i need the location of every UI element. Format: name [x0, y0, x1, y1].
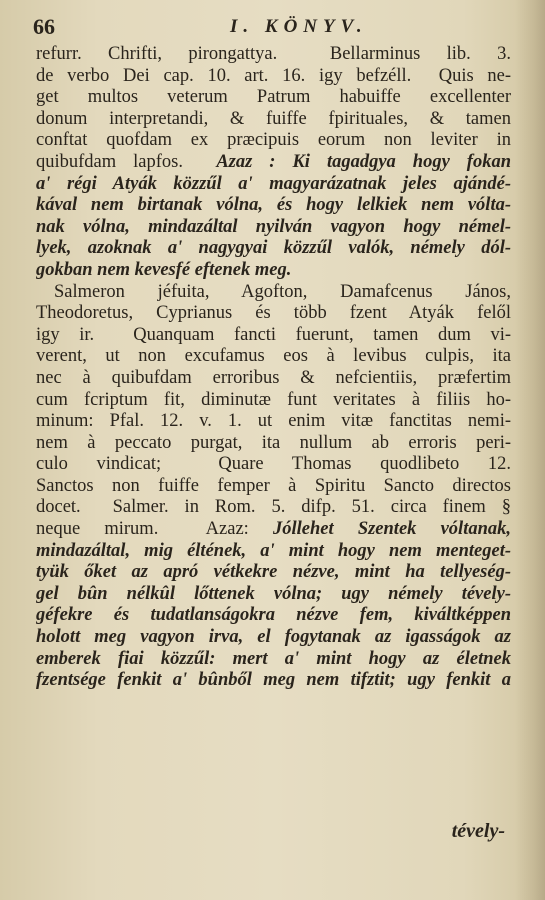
- text-line: igy ir. Quanquam fancti fuerunt, tamen dum vi-: [36, 324, 511, 345]
- body-text: [36, 44, 511, 692]
- page-gutter-shadow: [515, 0, 545, 900]
- text-line: gel bûn nélkûl lőttenek vólna; ugy némely tévely-: [36, 583, 511, 604]
- text-line: refurr. Chrifti, pirongattya. Bellarminus lib. 3.: [36, 44, 511, 64]
- catchword: tévely-: [451, 820, 505, 842]
- text-line: Sanctos non fuiffe femper à Spiritu Sancto directos: [36, 475, 511, 496]
- text-line: cum fcriptum fit, diminutæ funt veritates à filiis ho-: [36, 389, 511, 410]
- text-line: gokban nem kevesfé eftenek meg.: [36, 259, 292, 280]
- text-line: conftat quofdam ex præcipuis eorum non leviter in: [36, 130, 511, 151]
- text-line: get multos veterum Patrum habuiffe excellenter: [36, 87, 511, 108]
- text-line: mindazáltal, mig éltének, a' mint hogy nem menteget-: [36, 540, 511, 561]
- text-line: nem à peccato purgat, ita nullum ab erroris peri-: [36, 432, 511, 453]
- text-line: de verbo Dei cap. 10. art. 16. igy befzéll. Quis ne-: [36, 65, 511, 86]
- text-line: lyek, azoknak a' nagygyai közzűl valók, némely dól-: [36, 238, 511, 259]
- text-line: quibufdam lapfos. Azaz : Ki tagadgya hogy fokan: [36, 151, 511, 172]
- text-line: kával nem birtanak vólna, és hogy lelkiek nem vólta-: [36, 195, 511, 216]
- text-line: minum: Pfal. 12. v. 1. ut enim vitæ fanctitas nemi-: [36, 411, 511, 432]
- text-line: culo vindicat; Quare Thomas quodlibeto 12.: [36, 454, 511, 475]
- text-line: Theodoretus, Cyprianus és több fzent Atyák felől: [36, 303, 511, 324]
- text-line: holott meg vagyon irva, el fogytanak az igasságok az: [36, 627, 511, 648]
- text-line: neque mirum. Azaz: Jóllehet Szentek vóltanak,: [36, 519, 511, 540]
- text-line: a' régi Atyák közzűl a' magyarázatnak jeles ajándé-: [36, 173, 511, 194]
- text-line: verent, ut non excufamus eos à levibus culpis, ita: [36, 346, 511, 367]
- text-line: donum interpretandi, & fuiffe fpirituales, & tamen: [36, 108, 511, 129]
- text-line: tyük őket az apró vétkekre nézve, mint ha tellyeség-: [36, 562, 511, 583]
- text-line: docet. Salmer. in Rom. 5. difp. 51. circa finem §: [36, 497, 511, 518]
- page-header: [30, 12, 520, 42]
- text-line: géfekre és tudatlanságokra nézve fem, kiváltképpen: [36, 605, 511, 626]
- page-number: 66: [33, 14, 55, 39]
- text-line: emberek fiai közzűl: mert a' mint hogy az életnek: [36, 648, 511, 669]
- text-line: nak vólna, mindazáltal nyilván vagyon hogy némel-: [36, 216, 511, 237]
- running-title: I. KÖNYV.: [230, 16, 368, 37]
- text-line: fzentsége fenkit a' bûnből meg nem tifztit; ugy fenkit a: [36, 670, 511, 691]
- text-line: Salmeron jéfuita, Agofton, Damafcenus János,: [54, 281, 511, 302]
- text-line: nec à quibufdam erroribus & nefcientiis, præfertim: [36, 367, 511, 388]
